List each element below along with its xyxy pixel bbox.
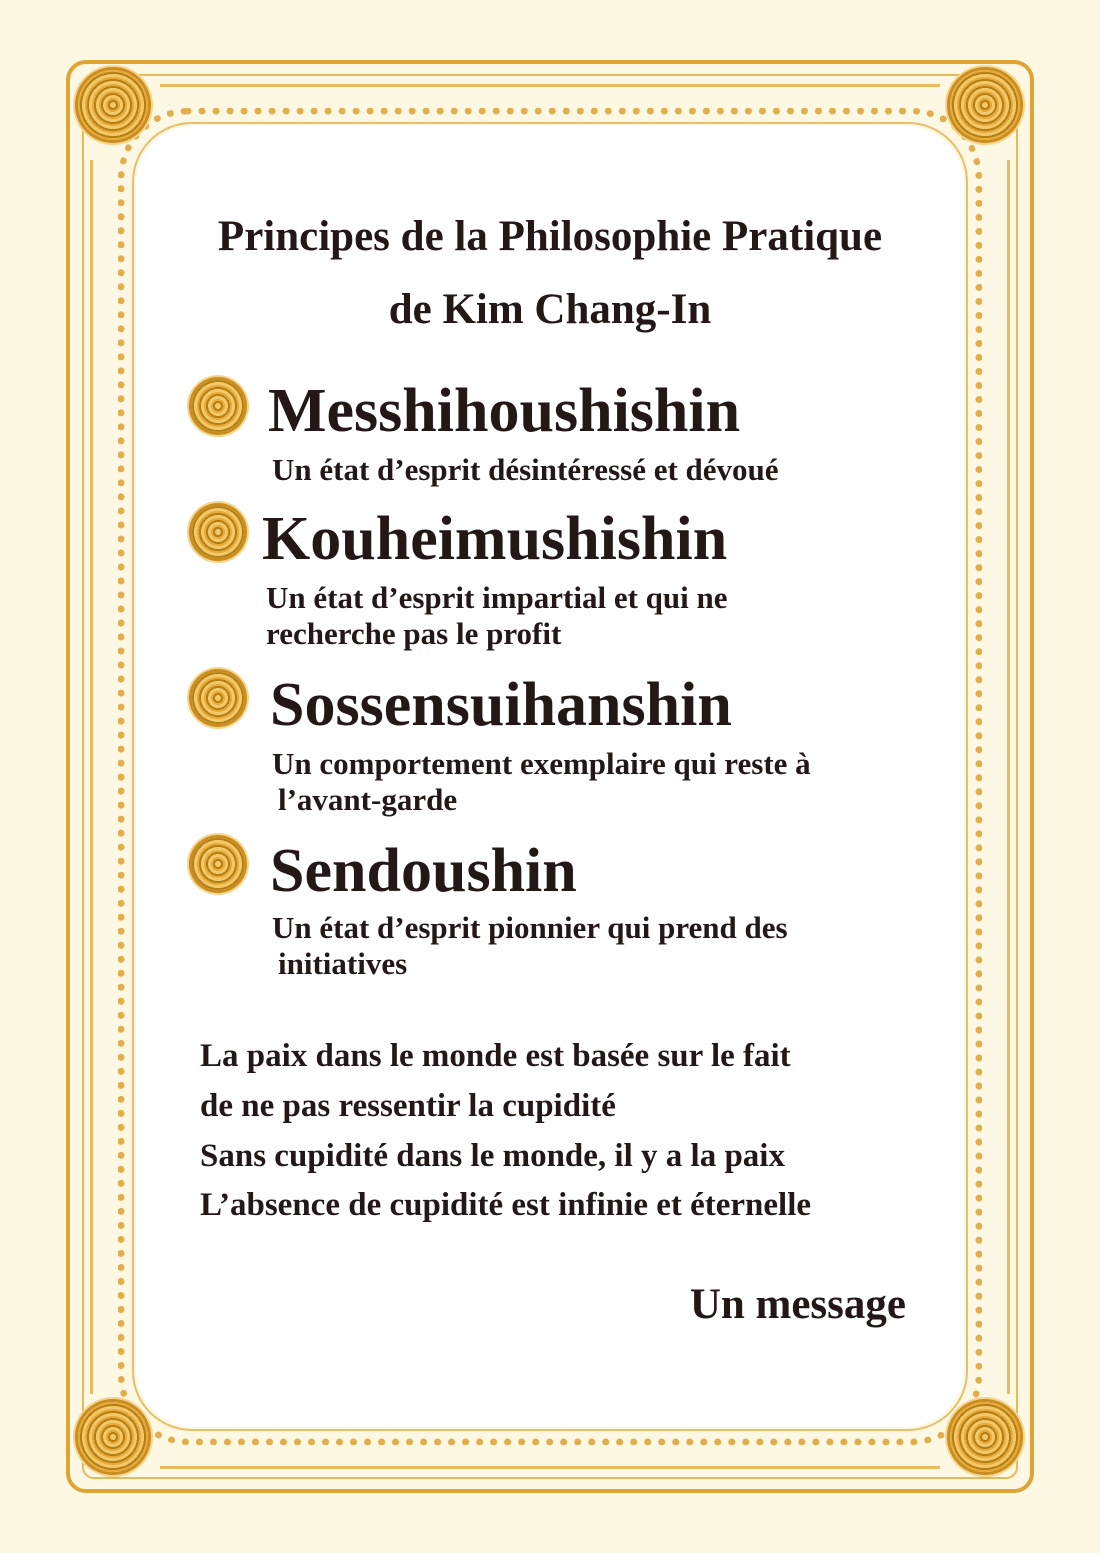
frame-rail-bottom — [160, 1466, 940, 1469]
principle-description: Un état d’esprit impartial et qui ne — [266, 580, 728, 615]
corner-medallion-icon — [950, 70, 1020, 140]
document-subtitle: de Kim Chang-In — [388, 286, 712, 333]
frame-rail-top — [160, 84, 940, 87]
corner-medallion-icon — [78, 1402, 148, 1472]
frame-rail-right — [1007, 160, 1010, 1394]
corner-medallion-icon — [950, 1402, 1020, 1472]
frame-rail-left — [90, 160, 93, 1394]
principle-name: Messhihoushishin — [268, 377, 741, 445]
signature-message: Un message — [689, 1281, 906, 1328]
closing-line: L’absence de cupidité est infinie et éternelle — [200, 1187, 812, 1223]
principle-name: Kouheimushishin — [262, 505, 728, 573]
closing-line: Sans cupidité dans le monde, il y a la paix — [200, 1138, 785, 1174]
bullet-medallion-icon — [192, 672, 244, 724]
bullet-medallion-icon — [192, 380, 244, 432]
corner-medallion-icon — [78, 70, 148, 140]
principle-description: l’avant-garde — [278, 782, 458, 817]
principle-description: Un état d’esprit pionnier qui prend des — [272, 910, 788, 945]
closing-line: La paix dans le monde est basée sur le fait — [200, 1038, 791, 1074]
principle-name: Sossensuihanshin — [270, 671, 732, 739]
principle-description: recherche pas le profit — [266, 616, 562, 651]
principle-description: Un état d’esprit désintéressé et dévoué — [272, 452, 779, 487]
principle-description: Un comportement exemplaire qui reste à — [272, 746, 811, 781]
closing-line: de ne pas ressentir la cupidité — [200, 1088, 616, 1124]
principle-name: Sendoushin — [270, 837, 577, 905]
principle-description: initiatives — [278, 946, 408, 981]
document-title: Principes de la Philosophie Pratique — [217, 213, 883, 260]
bullet-medallion-icon — [192, 838, 244, 890]
bullet-medallion-icon — [192, 506, 244, 558]
